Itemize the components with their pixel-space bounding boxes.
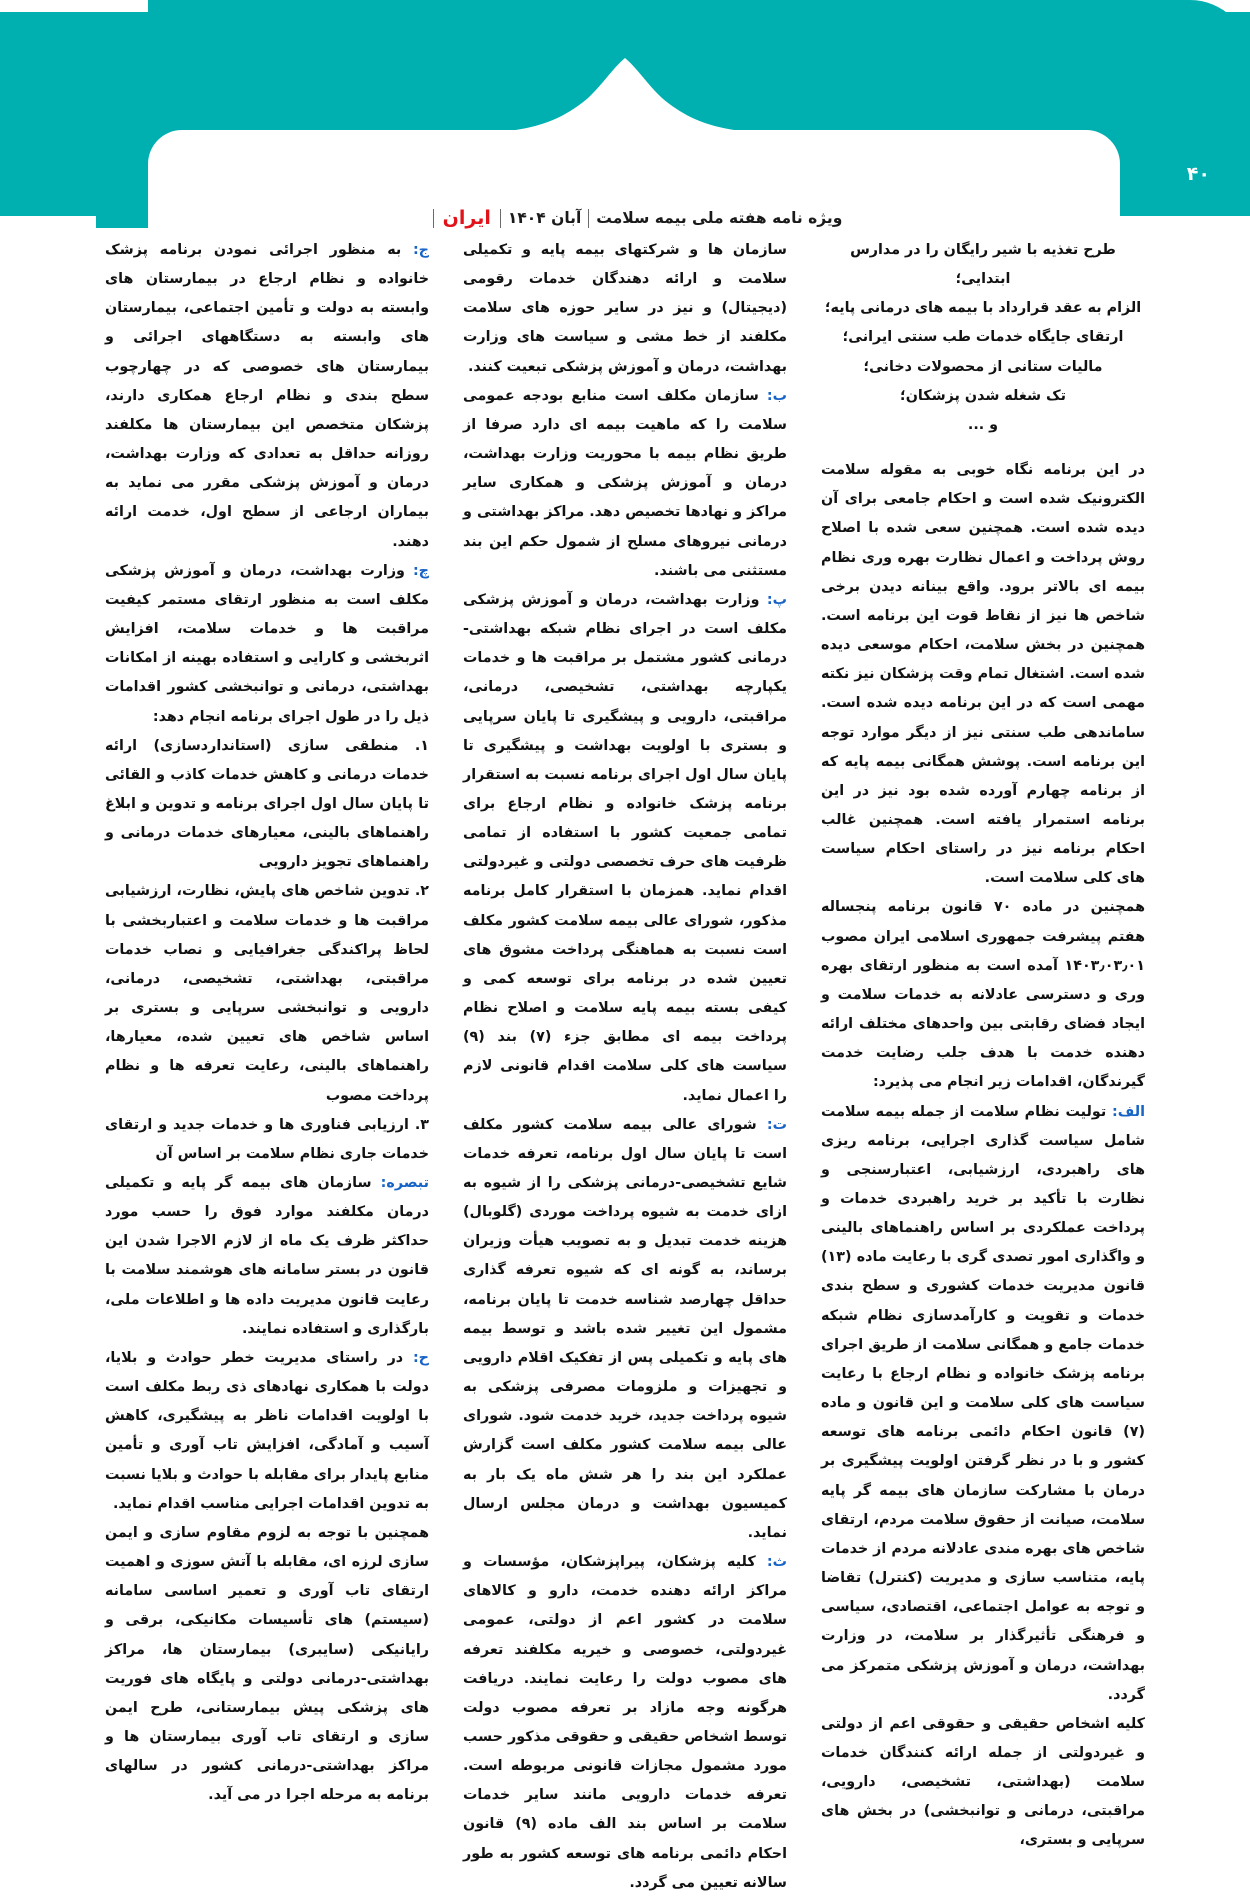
item-p-label: پ:	[766, 591, 787, 608]
item-ch-label: چ:	[412, 562, 429, 579]
right-paragraph-1: در این برنامه نگاه خوبی به مقوله سلامت الکترونیک شده است و احکام جامعی برای آن دیده شده است. همچنین سعی شده با اصلاح روش پرداخت و اعمال نظارت بهره وری نظام بیمه ای بالاتر برود. واقع بینانه دیدن برخی شاخص ها نیز از نقاط قوت این برنامه است. همچنین در بخش سلامت، احکام موسعی دیده شده است. اشتغال تمام وقت پزشکان نیز نکته مهمی است که در این برنامه دیده شده است. ساماندهی طب سنتی نیز از دیگر موارد توجه این برنامه است. پوشش همگانی بیمه پایه که از برنامه چهارم آورده شده بود نیز در این برنامه استمرار یافته است. همچنین غالب احکام برنامه نیز در راستای احکام سیاست های کلی سلامت است.	[821, 462, 1145, 887]
bullet-line-5: تک شغله شدن پزشکان؛	[899, 387, 1067, 404]
masthead-date: آبان ۱۴۰۴	[507, 209, 582, 227]
masthead-divider-1	[588, 209, 589, 228]
item-j-text: به منظور اجرائی نمودن برنامه پزشک خانواده و نظام ارجاع در بیمارستان های وابسته به دولت و تأمین اجتماعی، بیمارستان های وابسته به دستگاههای اجرائی و بیمارستان های خصوصی که در چهارچوب سطح بندی و نظام ارجاع همکاری دارند، پزشکان متخصص این بیمارستان ها مکلفند روزانه حداقل به تعدادی که وزارت بهداشت، درمان و آموزش پزشکی مقرر می نماید به بیماران ارجاعی از سطح اول، خدمت ارائه دهند.	[105, 242, 429, 550]
item-tabsare-label: تبصره:	[380, 1175, 429, 1191]
left-item-j	[105, 236, 429, 557]
item-tabsare-text: سازمان های بیمه گر پایه و تکمیلی درمان مکلفند موارد فوق را حسب مورد حداکثر ظرف یک ماه از لازم الاجرا شدن این قانون در بستر سامانه های هوشمند سلامت با رعایت قانون مدیریت داده ها و اطلاعات ملی، بارگذاری و استفاده نمایند.	[105, 1175, 429, 1337]
right-paragraph-3: کلیه اشخاص حقیقی و حقوقی اعم از دولتی و غیردولتی از جمله ارائه کنندگان خدمات سلامت (بهداشتی، تشخیصی، دارویی، مراقبتی، درمانی و توانبخشی) در بخش های سرپایی و بستری،	[821, 1715, 1145, 1849]
masthead-divider-2	[500, 209, 501, 228]
left-item-tabsare	[105, 1169, 429, 1344]
bullet-line-4: مالیات ستانی از محصولات دخانی؛	[863, 358, 1103, 375]
left-numbered-2: ۲. تدوین شاخص های پایش، نظارت، ارزشیابی مراقبت ها و خدمات سلامت و اعتباربخشی با لحاظ پراکندگی جغرافیایی و نصاب خدمات مراقبتی، بهداشتی، تشخیصی، درمانی، دارویی و توانبخشی سرپایی و بستری بر اساس شاخص های تعیین شده، معیارها، راهنماهای بالینی، رعایت تعرفه ها و نظام پرداخت مصوب	[105, 883, 429, 1104]
header-top-left-notch	[0, 0, 148, 12]
item-s-text: کلیه پزشکان، پیراپزشکان، مؤسسات و مراکز ارائه دهنده خدمت، دارو و کالاهای سلامت در کشور اعم از دولتی، عمومی غیردولتی، خصوصی و خیریه مکلفند تعرفه های مصوب دولت را رعایت نمایند. دریافت هرگونه وجه مازاد بر تعرفه مصوب دولت توسط اشخاص حقیقی و حقوقی مذکور حسب مورد مشمول مجازات قانونی مربوطه است. تعرفه خدمات دارویی مانند سایر خدمات سلامت بر اساس بند الف ماده (۹) قانون احکام دائمی برنامه های توسعه کشور به طور سالانه تعیین می گردد.	[463, 1554, 787, 1891]
page-number: ۴۰	[1186, 163, 1210, 185]
masthead-divider-3	[433, 209, 434, 228]
middle-item-s	[463, 1548, 787, 1898]
item-b-label: ب:	[766, 387, 787, 404]
middle-item-p	[463, 586, 787, 1111]
right-paragraph-2: همچنین در ماده ۷۰ قانون برنامه پنجساله هفتم پیشرفت جمهوری اسلامی ایران مصوب ۱۴۰۳٫۰۳٫۰۱ آمده است به منظور ارتقای بهره وری و دسترسی عادلانه به خدمات سلامت و ایجاد فضای رقابتی بین واحدهای مختلف ارائه دهنده خدمت با هدف جلب رضایت خدمت گیرندگان، اقدامات زیر انجام می پذیرد:	[821, 899, 1145, 1091]
item-h-text: در راستای مدیریت خطر حوادث و بلایا، دولت با همکاری نهادهای ذی ربط مکلف است با اولویت اقدامات ناظر به پیشگیری، کاهش آسیب و آمادگی، افزایش تاب آوری و تأمین منابع پایدار برای مقابله با حوادث و بلایا نسبت به تدوین اقدامات اجرایی مناسب اقدام نماید.	[105, 1349, 429, 1512]
item-s-label: ث:	[766, 1554, 787, 1571]
dome-arch-decoration	[148, 58, 1102, 134]
item-ch-text: وزارت بهداشت، درمان و آموزش پزشکی مکلف است به منظور ارتقای مستمر کیفیت مراقبت ها و خدمات سلامت، افزایش اثربخشی و کارایی و استفاده بهینه از امکانات بهداشتی، درمانی و توانبخشی کشور اقدامات ذیل را در طول اجرای برنامه انجام دهد:	[105, 562, 429, 725]
masthead-title: ویژه نامه هفته ملی بیمه سلامت	[596, 209, 843, 227]
masthead	[148, 130, 1120, 250]
page-header-band	[0, 0, 1250, 229]
bullet-line-2: الزام به عقد قرارداد با بیمه های درمانی پایه؛	[824, 300, 1142, 317]
bullet-line-1: طرح تغذیه با شیر رایگان را در مدارس ابتدایی؛	[850, 242, 1116, 288]
left-teal-tick-decoration	[96, 216, 148, 228]
item-h-label: ح:	[412, 1349, 429, 1366]
item-alef-text: تولیت نظام سلامت از جمله بیمه سلامت شامل سیاست گذاری اجرایی، برنامه ریزی های راهبردی، ارزشیابی، اعتبارسنجی و نظارت با تأکید بر خرید راهبردی خدمات و پرداخت عملکردی بر اساس راهنماهای بالینی و واگذاری امور تصدی گری با رعایت ماده (۱۳) قانون مدیریت خدمات کشوری و سطح بندی خدمات و تقویت و کارآمدسازی نظام شبکه خدمات جامع و همگانی سلامت از طریق اجرای برنامه پزشک خانواده و نظام ارجاع با رعایت سیاست های کلی سلامت و این قانون و ماده (۷) قانون احکام دائمی برنامه های توسعه کشور و با در نظر گرفتن اولویت پیشگیری بر درمان با مشارکت سازمان های بیمه گر پایه سلامت، صیانت از حقوق سلامت مردم، ارتقای شاخص های بهره مندی عادلانه مردم از خدمات پایه، متناسب سازی و مدیریت (کنترل) تقاضا و توجه به عوامل اجتماعی، اقتصادی، سیاسی و فرهنگی تأثیرگذار بر سلامت، در وزارت بهداشت، درمان و آموزش پزشکی متمرکز می گردد.	[821, 1103, 1145, 1703]
middle-item-b	[463, 382, 787, 586]
left-paragraph-final: همچنین با توجه به لزوم مقاوم سازی و ایمن سازی لرزه ای، مقابله با آتش سوزی و اهمیت ارتقای تاب آوری و تعمیر اساسی سامانه (سیستم) های تأسیسات مکانیکی، برقی و رایانیکی (سایبری) بیمارستان ها، مراکز بهداشتی-درمانی دولتی و پایگاه های فوریت های پزشکی پیش بیمارستانی، طرح ایمن سازی و ارتقای تاب آوری بیمارستان ها و مراکز بهداشتی-درمانی کشور در سالهای برنامه به مرحله اجرا در می آید.	[105, 1524, 429, 1804]
header-top-strip	[148, 0, 1120, 12]
item-p-text: وزارت بهداشت، درمان و آموزش پزشکی مکلف است در اجرای نظام شبکه بهداشتی-درمانی کشور مشتمل بر مراقبت ها و خدمات یکپارچه بهداشتی، تشخیصی، درمانی، مراقبتی، دارویی و پیشگیری تا پایان سرپایی و بستری با اولویت بهداشت و پیشگیری تا پایان سال اول اجرای برنامه نسبت به استقرار برنامه پزشک خانواده و نظام ارجاع برای تمامی جمعیت کشور با استفاده از تمامی ظرفیت های حرف تخصصی دولتی و غیردولتی اقدام نماید. همزمان با استقرار کامل برنامه مذکور، شورای عالی بیمه سلامت کشور مکلف است نسبت به هماهنگی پرداخت مشوق های تعیین شده در برنامه برای توسعه کمی و کیفی بسته بیمه پایه سلامت و اصلاح نظام پرداخت بیمه ای مطابق جزء (۷) بند (۹) سیاست های کلی سلامت اقدام قانونی لازم را اعمال نماید.	[463, 591, 787, 1104]
article-body	[0, 236, 1250, 1891]
item-j-label: ج:	[412, 242, 429, 258]
item-t-label: ت:	[766, 1116, 787, 1133]
item-alef-label: الف:	[1111, 1103, 1145, 1120]
left-item-ch	[105, 557, 429, 732]
item-t-text: شورای عالی بیمه سلامت کشور مکلف است تا پایان سال اول برنامه، تعرفه خدمات شایع تشخیصی-درمانی پزشکی را از شیوه به ازای خدمت به شیوه پرداخت موردی (گلوبال) هزینه خدمت تبدیل و به تصویب هیأت وزیران برساند، به گونه ای که شیوه تعرفه گذاری حداقل چهارصد شناسه خدمت تا پایان برنامه، مشمول این تغییر شده باشد و توسط بیمه های پایه و تکمیلی پس از تفکیک اقلام دارویی و تجهیزات و ملزومات مصرفی پزشکی به شیوه پرداخت جدید، خرید خدمت شود. شورای عالی بیمه سلامت کشور مکلف است گزارش عملکرد این بند را هر شش ماه یک بار به کمیسیون بهداشت و درمان مجلس ارسال نماید.	[463, 1116, 787, 1541]
left-numbered-3: ۳. ارزیابی فناوری ها و خدمات جدید و ارتقای خدمات جاری نظام سلامت بر اساس آن	[105, 1116, 429, 1162]
middle-paragraph-1: سازمان ها و شرکتهای بیمه پایه و تکمیلی سلامت و ارائه دهندگان خدمات رقومی (دیجیتال) و نیز در سایر حوزه های سلامت مکلفند از خط مشی و سیاست های وزارت بهداشت، درمان و آموزش پزشکی تبعیت کنند.	[463, 242, 787, 375]
column-middle	[463, 236, 787, 1891]
middle-item-t	[463, 1111, 787, 1548]
right-item-alef	[821, 1098, 1145, 1710]
column-right	[821, 236, 1145, 1849]
bullet-line-6: و ...	[967, 416, 999, 433]
spacer	[821, 440, 1145, 456]
masthead-brand: ایران	[442, 206, 491, 229]
column-left	[105, 236, 429, 1804]
item-b-text: سازمان مکلف است منابع بودجه عمومی سلامت را که ماهیت بیمه ای دارد صرفا از طریق نظام بیمه با محوریت وزارت بهداشت، درمان و آموزش پزشکی و همکاری سایر مراکز و نهادها تخصیص دهد. مراکز بهداشتی و درمانی نیروهای مسلح از شمول حکم این بند مستثنی می باشند.	[463, 387, 787, 579]
left-item-h	[105, 1344, 429, 1519]
left-numbered-1: ۱. منطقی سازی (استانداردسازی) ارائه خدمات درمانی و کاهش خدمات کاذب و القائی تا پایان سال اول اجرای برنامه و تدوین و ابلاغ راهنماهای بالینی، معیارهای خدمات درمانی و راهنماهای تجویز دارویی	[105, 737, 429, 871]
bullet-line-3: ارتقای جایگاه خدمات طب سنتی ایرانی؛	[842, 329, 1124, 346]
